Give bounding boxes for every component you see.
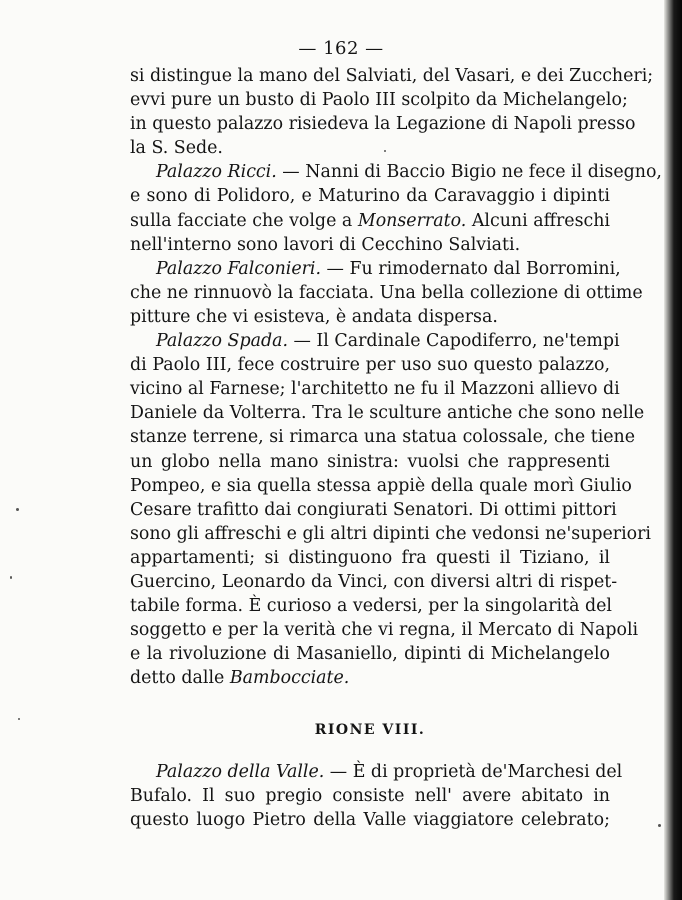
- text-line: [130, 88, 628, 112]
- text-line: [130, 474, 632, 498]
- text-run: appartamenti; si distinguono fra questi il Tiziano, il: [130, 547, 610, 568]
- text-run: stanze terrene, si rimarca una statua colossale, che tiene: [130, 427, 636, 448]
- text-line: [130, 136, 610, 160]
- text-line: [130, 594, 610, 618]
- paper-speck: [658, 824, 661, 827]
- text-line: [130, 305, 610, 329]
- text-line: [130, 377, 620, 401]
- text-run: tabile forma. È curioso a vedersi, per la singolarità del: [130, 596, 612, 617]
- text-run: e sono di Polidoro, e Maturino da Caravaggio i dipinti: [130, 186, 610, 207]
- text-run: sulla facciate che volge a: [130, 210, 358, 231]
- text-run: evvi pure un busto di Paolo III scolpito da Michelangelo;: [130, 90, 628, 111]
- text-run: che ne rinnuovò la facciata. Una bella collezione di ottime: [130, 282, 643, 303]
- italic-run: Bambocciate.: [229, 668, 350, 689]
- text-line: [130, 401, 645, 425]
- page-number: — 162 —: [298, 38, 384, 59]
- text-run: nell'interno sono lavori di Cecchino Salviati.: [130, 234, 521, 255]
- italic-run: Palazzo Ricci.: [156, 162, 277, 183]
- italic-run: Palazzo Falconieri.: [156, 258, 322, 279]
- text-line: [130, 760, 623, 784]
- text-run: — Fu rimodernato dal Borromini,: [321, 258, 621, 279]
- text-run: vicino al Farnese; l'architetto ne fu il Mazzoni allievo di: [130, 379, 620, 400]
- text-line: [130, 353, 610, 377]
- text-run: di Paolo III, fece costruire per uso suo questo palazzo,: [130, 355, 610, 376]
- section-heading: RIONE VIII.: [314, 722, 426, 738]
- text-run: Daniele da Volterra. Tra le sculture antiche che sono nelle: [130, 403, 645, 424]
- text-run: un globo nella mano sinistra: vuolsi che rappresenti: [130, 451, 610, 472]
- text-run: Pompeo, e sia quella stessa appiè della quale morì Giulio: [130, 475, 632, 496]
- text-run: si distingue la mano del Salviati, del Vasari, e dei Zuccheri;: [130, 66, 654, 86]
- text-line: [130, 281, 643, 305]
- paper-speck: [16, 508, 19, 511]
- text-run: Cesare trafitto dai congiurati Senatori. Di ottimi pittori: [130, 499, 617, 520]
- text-line: [130, 570, 618, 594]
- text-line: [130, 522, 651, 546]
- paper-speck: [10, 576, 12, 579]
- text-run: in questo palazzo risiedeva la Legazione di Napoli presso: [130, 114, 636, 135]
- text-line: [130, 160, 662, 184]
- paper-speck: [384, 150, 386, 152]
- text-line: [130, 112, 636, 136]
- text-run: detto dalle: [130, 668, 230, 689]
- italic-run: Palazzo della Valle.: [156, 762, 325, 782]
- text-line: [130, 64, 654, 88]
- text-run: Guercino, Leonardo da Vinci, con diversi altri di rispet-: [130, 571, 618, 592]
- text-line: [130, 546, 610, 570]
- text-run: Bufalo. Il suo pregio consiste nell' avere abitato in: [130, 786, 610, 807]
- page-edge-shadow: [664, 0, 682, 900]
- text-line: [130, 209, 610, 233]
- text-run: la S. Sede.: [130, 138, 223, 159]
- text-line: [130, 184, 610, 208]
- text-line: [130, 425, 636, 449]
- body-text-continued: [130, 760, 623, 832]
- paper-speck: [18, 718, 20, 720]
- text-line: [130, 666, 610, 690]
- text-line: [130, 618, 639, 642]
- text-run: — È di proprietà de'Marchesi del: [324, 762, 623, 782]
- text-line: [130, 450, 610, 474]
- italic-run: Palazzo Spada.: [156, 331, 288, 352]
- body-text: [130, 64, 662, 690]
- text-line: [130, 642, 610, 666]
- text-run: pitture che vi esisteva, è andata dispersa.: [130, 306, 498, 327]
- text-run: sono gli affreschi e gli altri dipinti che vedonsi ne'superiori: [130, 523, 651, 544]
- text-run: questo luogo Pietro della Valle viaggiatore celebrato;: [130, 810, 610, 831]
- text-line: [130, 329, 620, 353]
- text-line: [130, 808, 610, 832]
- italic-run: Monserrato.: [357, 210, 467, 231]
- text-run: — Nanni di Baccio Bigio ne fece il disegno,: [276, 162, 662, 183]
- text-line: [130, 233, 610, 257]
- text-run: — Il Cardinale Capodiferro, ne'tempi: [287, 331, 620, 352]
- text-run: soggetto e per la verità che vi regna, il Mercato di Napoli: [130, 620, 639, 641]
- text-run: e la rivoluzione di Masaniello, dipinti di Michelangelo: [130, 644, 610, 665]
- text-line: [130, 257, 621, 281]
- text-line: [130, 784, 610, 808]
- text-run: Alcuni affreschi: [466, 210, 610, 231]
- text-line: [130, 498, 617, 522]
